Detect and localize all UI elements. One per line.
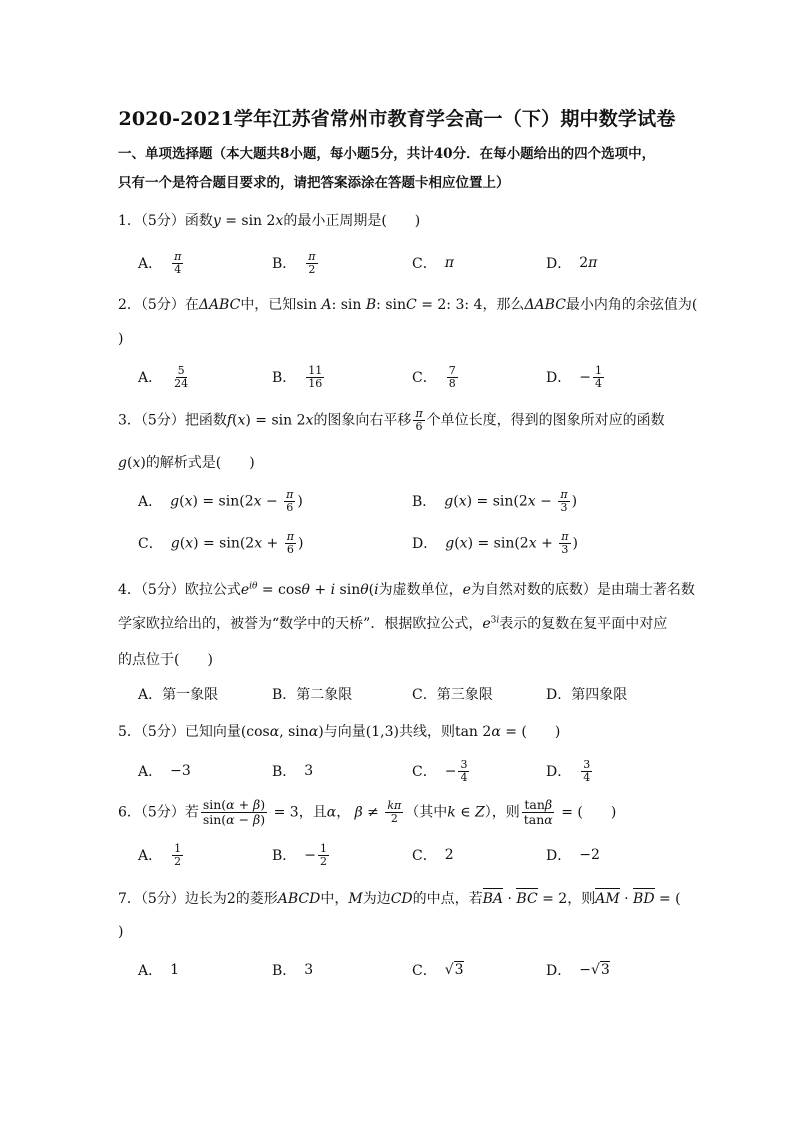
answer-value: 第三象限 — [436, 687, 493, 703]
section-instruction-line-1: 一、单项选择题（本大题共8小题，每小题5分，共计40分．在每小题给出的四个选项中， — [118, 146, 656, 162]
question-4-line-3: 的点位于( ) — [118, 652, 213, 668]
answer-value: $\frac{7}{8}$ — [448, 363, 456, 390]
answer-value: $\frac{\pi}{4}$ — [174, 249, 182, 276]
answer-value: √3 — [444, 962, 464, 978]
answer-value: − $\frac{1}{2}$ — [304, 841, 328, 868]
section-header — [118, 140, 678, 198]
answer-value: g(x) = sin(2x − $\frac{\pi}{3}$ ) — [444, 487, 578, 514]
answer-value: −3 — [170, 763, 191, 779]
answer-value: $\frac{1}{2}$ — [174, 841, 182, 868]
answer-value: g(x) = sin(2x + $\frac{\pi}{6}$ ) — [170, 529, 304, 556]
option-b[interactable]: B． 3 — [272, 763, 314, 780]
question-7: 7．（5分）边长为2的菱形ABCD中，M为边CD的中点，若BA · BC = 2，则AM · BD = ( — [118, 891, 681, 907]
answer-value: $\frac{11}{16}$ — [308, 363, 323, 390]
option-d[interactable]: D． −2 — [546, 847, 600, 864]
question-6: 6．（5分）若 $\frac{\sin(\alpha + \beta)}{\sin(\alpha - \beta)}$ = 3，且α， β ≠ $\frac{k\pi}{2}$ （其中k ∈ Z），则 $\frac{\tan\beta}{\tan\alpha}$ = ( ) — [118, 797, 617, 827]
option-a[interactable]: A． g(x) = sin(2x − $\frac{\pi}{6}$ ) — [138, 487, 303, 514]
answer-value: −√3 — [579, 962, 610, 978]
answer-value: g(x) = sin(2x + $\frac{\pi}{3}$ ) — [445, 529, 578, 556]
answer-value: $\frac{5}{24}$ — [174, 363, 189, 390]
option-a[interactable]: A． $\frac{1}{2}$ — [138, 841, 182, 868]
option-c[interactable]: C． 第三象限 — [412, 677, 493, 711]
option-a[interactable]: A． $\frac{\pi}{4}$ — [138, 249, 182, 276]
answer-value: $\frac{\pi}{2}$ — [308, 249, 316, 276]
option-c[interactable]: C． 2 — [412, 847, 454, 864]
option-b[interactable]: B． $\frac{\pi}{2}$ — [272, 249, 316, 276]
question-4-line-2: 学家欧拉给出的，被誉为“数学中的天桥”．根据欧拉公式，$e^{3i}$表示的复数在复平面中对应 — [118, 615, 668, 632]
page-title: 2020-2021学年江苏省常州市教育学会高一（下）期中数学试卷 — [118, 108, 676, 130]
question-4: 4．（5分）欧拉公式$e^{i\theta} = \cos\theta + i$ sinθ(i为虚数单位，e为自然对数的底数）是由瑞士著名数 — [118, 581, 695, 598]
answer-value: 第二象限 — [296, 687, 353, 703]
question-5: 5．（5分）已知向量(cosα, sinα)与向量(1,3)共线，则tan 2α = ( ) — [118, 724, 561, 740]
option-c[interactable]: C． g(x) = sin(2x + $\frac{\pi}{6}$ ) — [138, 529, 304, 556]
answer-value: 第一象限 — [162, 687, 219, 703]
question-7-line-2: ) — [118, 924, 124, 940]
answer-value: 第四象限 — [571, 687, 628, 703]
option-d[interactable]: D． 第四象限 — [546, 677, 627, 711]
option-d[interactable]: D． 2π — [546, 255, 598, 272]
option-b[interactable]: B． 3 — [272, 962, 314, 979]
answer-value: π — [444, 255, 454, 271]
option-a[interactable]: A． 第一象限 — [138, 677, 218, 711]
question-1-options — [0, 246, 794, 280]
option-a[interactable]: A． −3 — [138, 763, 191, 780]
option-b[interactable]: B． g(x) = sin(2x − $\frac{\pi}{3}$ ) — [412, 487, 578, 514]
option-b[interactable]: B． 第二象限 — [272, 677, 352, 711]
answer-value: − $\frac{3}{4}$ — [444, 757, 468, 784]
question-3-options-row-1 — [0, 484, 794, 518]
answer-value: g(x) = sin(2x − $\frac{\pi}{6}$ ) — [170, 487, 303, 514]
option-c[interactable]: C． √3 — [412, 962, 464, 979]
section-instruction-line-2: 只有一个是符合题目要求的，请把答案添涂在答题卡相应位置上） — [118, 175, 510, 191]
question-3: 3．（5分）把函数f(x) = sin 2x的图象向右平移 $\frac{\pi}{6}$ 个单位长度，得到的图象所对应的函数 — [118, 407, 665, 433]
answer-value: 2π — [579, 255, 598, 271]
option-b[interactable]: B． $\frac{11}{16}$ — [272, 363, 323, 390]
answer-value: 1 — [170, 962, 180, 978]
answer-value: 2 — [444, 847, 454, 863]
question-7-options — [0, 953, 794, 987]
option-c[interactable]: C． $\frac{7}{8}$ — [412, 363, 456, 390]
option-d[interactable]: D． −√3 — [546, 962, 610, 979]
option-d[interactable]: D． $\frac{3}{4}$ — [546, 757, 591, 784]
option-a[interactable]: A． $\frac{5}{24}$ — [138, 363, 189, 390]
option-d[interactable]: D． − $\frac{1}{4}$ — [546, 360, 606, 394]
option-a[interactable]: A． 1 — [138, 962, 180, 979]
question-5-options — [0, 754, 794, 788]
answer-value: − $\frac{1}{4}$ — [579, 363, 602, 390]
answer-value: −2 — [579, 847, 600, 863]
question-2-line-2: ) — [118, 331, 124, 347]
question-2-options — [0, 360, 794, 394]
question-3-options-row-2 — [0, 526, 794, 560]
option-b[interactable]: B． − $\frac{1}{2}$ — [272, 838, 331, 872]
question-3-line-2: g(x)的解析式是( ) — [118, 455, 255, 471]
question-6-options — [0, 838, 794, 872]
answer-value: 3 — [304, 962, 314, 978]
answer-value: $\frac{3}{4}$ — [583, 757, 591, 784]
option-d[interactable]: D． g(x) = sin(2x + $\frac{\pi}{3}$ ) — [412, 529, 578, 556]
answer-value: 3 — [304, 763, 314, 779]
question-2: 2．（5分）在ΔABC中，已知sin A: sin B: sinC = 2: 3: 4，那么ΔABC最小内角的余弦值为( — [118, 297, 698, 313]
question-4-options — [0, 677, 794, 711]
question-1: 1．（5分）函数y = sin 2x的最小正周期是( ) — [118, 213, 421, 229]
option-c[interactable]: C． − $\frac{3}{4}$ — [412, 754, 471, 788]
option-c[interactable]: C． π — [412, 255, 454, 272]
